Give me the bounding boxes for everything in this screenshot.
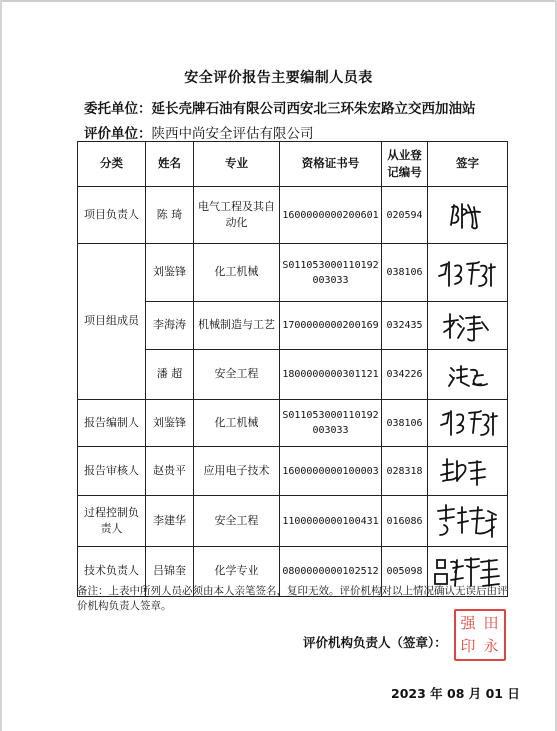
header-certificate: 资格证书号 <box>280 142 382 187</box>
evaluator-line <box>84 122 314 142</box>
table-row <box>78 496 508 547</box>
category-line1: 过程控制负 <box>84 505 139 519</box>
certificate-cell: 1600000000100003 <box>280 447 382 496</box>
certificate-cell: 1100000000100431 <box>280 496 382 547</box>
name-cell: 刘鉴锋 <box>146 244 194 302</box>
page-border-top <box>0 0 557 2</box>
registration-cell: 038106 <box>382 400 428 447</box>
footnote: 备注：上表中所列人员必须由本人亲笔签名，复印无效。评价机构对以上情况确认无误后由评价机构负责人签章。 <box>77 585 508 613</box>
certificate-cell: 1700000000200169 <box>280 302 382 350</box>
certificate-cell: 1600000000200601 <box>280 187 382 244</box>
signature-cell <box>428 244 508 302</box>
major-cell: 化工机械 <box>194 244 280 302</box>
certificate-line1: S0110530001101​92 <box>282 259 379 271</box>
header-category: 分类 <box>78 142 146 187</box>
category-cell: 报告编制人 <box>78 400 146 447</box>
client-line <box>84 97 476 117</box>
certificate-cell <box>280 400 382 447</box>
category-cell <box>78 496 146 547</box>
name-cell: 赵贵平 <box>146 447 194 496</box>
signature-cell <box>428 400 508 447</box>
handwritten-signature <box>443 358 493 392</box>
seal-char: 永 <box>483 637 499 655</box>
document-title: 安全评价报告主要编制人员表 <box>184 70 373 86</box>
certificate-line2: 003033 <box>312 425 349 436</box>
seal-char: 田 <box>483 614 499 632</box>
certificate-cell: 1800000000301121 <box>280 350 382 400</box>
registration-cell: 038106 <box>382 244 428 302</box>
certificate-line2: 003033 <box>312 274 349 286</box>
handwritten-signature <box>438 197 498 233</box>
registration-cell: 016086 <box>382 496 428 547</box>
category-cell: 技术负责人 <box>78 547 146 597</box>
category-cell: 项目组成员 <box>78 244 146 400</box>
registration-cell: 005098 <box>382 547 428 597</box>
handwritten-signature <box>435 405 501 441</box>
seal-char: 强 <box>460 614 476 632</box>
header-registration-line2: 记编号 <box>387 165 422 179</box>
signature-cell <box>428 447 508 496</box>
name-cell: 李建华 <box>146 496 194 547</box>
major-cell <box>194 187 280 244</box>
header-signature: 签字 <box>428 142 508 187</box>
name-cell: 刘鉴锋 <box>146 400 194 447</box>
registration-cell: 032435 <box>382 302 428 350</box>
signature-cell <box>428 302 508 350</box>
name-cell: 潘 超 <box>146 350 194 400</box>
major-cell: 化工机械 <box>194 400 280 447</box>
major-cell: 机械制造与工艺 <box>194 302 280 350</box>
major-line2: 动化 <box>225 216 248 229</box>
handwritten-signature <box>433 254 503 292</box>
category-cell: 项目负责人 <box>78 187 146 244</box>
name-cell: 李海涛 <box>146 302 194 350</box>
document-date: 2023 年 08 月 01 日 <box>391 686 520 701</box>
header-major: 专业 <box>194 142 280 187</box>
page-border-left <box>0 0 2 731</box>
major-cell: 安全工程 <box>194 496 280 547</box>
handwritten-signature <box>435 453 501 489</box>
header-registration-line1: 从业登 <box>387 147 422 162</box>
table-header-row <box>78 142 508 187</box>
staff-table <box>77 141 508 597</box>
major-cell: 安全工程 <box>194 350 280 400</box>
certificate-line1: S0110530001101​92 <box>282 410 379 421</box>
header-name: 姓名 <box>146 142 194 187</box>
client-label: 委托单位： <box>84 101 152 117</box>
table-row <box>78 400 508 447</box>
registration-cell: 020594 <box>382 187 428 244</box>
evaluator-value: 陕西中尚安全评估有限公司 <box>151 126 314 142</box>
major-cell: 应用电子技术 <box>194 447 280 496</box>
table-row <box>78 447 508 496</box>
category-line2: 责人 <box>100 522 123 535</box>
table-row <box>78 187 508 244</box>
signature-cell <box>428 187 508 244</box>
seal-char: 印 <box>460 637 476 655</box>
name-cell: 吕锦奎 <box>146 547 194 597</box>
certificate-cell <box>280 244 382 302</box>
registration-cell: 028318 <box>382 447 428 496</box>
major-line1: 电气工程及其自 <box>198 199 275 213</box>
red-seal-stamp <box>454 609 506 661</box>
registration-cell: 034226 <box>382 350 428 400</box>
category-cell: 报告审核人 <box>78 447 146 496</box>
evaluator-label: 评价单位： <box>84 126 152 142</box>
header-registration <box>382 142 428 187</box>
name-cell: 陈 琦 <box>146 187 194 244</box>
sign-label: 评价机构负责人（签章）： <box>303 635 447 650</box>
signature-cell <box>428 496 508 547</box>
handwritten-signature <box>432 501 504 541</box>
table-row <box>78 244 508 302</box>
certificate-cell: 0800000000102512 <box>280 547 382 597</box>
handwritten-signature <box>438 308 498 344</box>
signature-cell <box>428 350 508 400</box>
client-value: 延长壳牌石油有限公司西安北三环朱宏路立交西加油站 <box>151 101 476 117</box>
major-cell: 化学专业 <box>194 547 280 597</box>
